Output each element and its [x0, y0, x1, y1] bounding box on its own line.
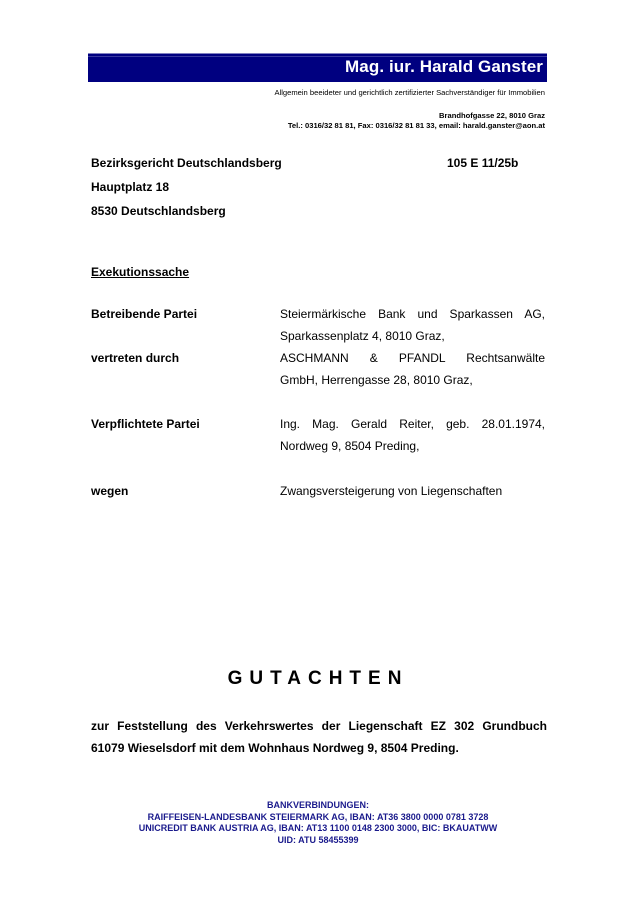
party-label-plaintiff: Betreibende Partei: [91, 307, 198, 321]
court-street: Hauptplatz 18: [91, 180, 170, 194]
expert-qualification: Allgemein beeideter und gerichtlich zertifizierter Sachverständiger für Immobilien: [274, 88, 545, 97]
party-label-reason: wegen: [91, 484, 129, 498]
party-line: GmbH, Herrengasse 28, 8010 Graz,: [280, 373, 473, 387]
party-value-plaintiff: [280, 303, 545, 347]
party-value-reason: [280, 480, 545, 502]
expert-name: Mag. iur. Harald Ganster: [345, 57, 543, 76]
footer-uid: UID: ATU 58455399: [277, 834, 359, 845]
footer-bank-1: RAIFFEISEN-LANDESBANK STEIERMARK AG, IBAN: AT36 3800 0000 0781 3728: [147, 811, 489, 822]
court-name: Bezirksgericht Deutschlandsberg: [91, 156, 282, 170]
party-line: ASCHMANN & PFANDL Rechtsanwälte: [280, 351, 545, 365]
letterhead-banner: [88, 53, 547, 82]
party-value-represented-by: [280, 347, 545, 391]
subject-line: zur Feststellung des Verkehrswertes der Liegenschaft EZ 302 Grundbuch: [91, 719, 547, 733]
document-title: GUTACHTEN: [227, 668, 409, 689]
party-line: Ing. Mag. Gerald Reiter, geb. 28.01.1974,: [280, 417, 545, 431]
party-label-defendant: Verpflichtete Partei: [91, 417, 200, 431]
document-subject: [91, 715, 547, 759]
party-line: Steiermärkische Bank und Sparkassen AG,: [280, 307, 545, 321]
bank-details-footer: [0, 800, 636, 846]
section-heading: Exekutionssache: [91, 265, 190, 279]
party-label-represented-by: vertreten durch: [91, 351, 180, 365]
party-line: Sparkassenplatz 4, 8010 Graz,: [280, 329, 445, 343]
expert-address: Brandhofgasse 22, 8010 Graz: [439, 111, 545, 120]
expert-contact: Tel.: 0316/32 81 81, Fax: 0316/32 81 81 33, email: harald.ganster@aon.at: [287, 121, 545, 130]
footer-bank-2: UNICREDIT BANK AUSTRIA AG, IBAN: AT13 1100 0148 2300 3000, BIC: BKAUATWW: [138, 823, 498, 833]
case-number: 105 E 11/25b: [447, 156, 519, 170]
recipient-address: [91, 151, 282, 223]
court-city: 8530 Deutschlandsberg: [91, 204, 226, 218]
party-line: Zwangsversteigerung von Liegenschaften: [280, 484, 503, 498]
party-value-defendant: [280, 413, 545, 457]
subject-line: 61079 Wieselsdorf mit dem Wohnhaus Nordweg 9, 8504 Preding.: [91, 741, 459, 755]
party-line: Nordweg 9, 8504 Preding,: [280, 439, 420, 453]
expert-contact-block: [288, 111, 545, 131]
footer-heading: BANKVERBINDUNGEN:: [266, 800, 369, 810]
